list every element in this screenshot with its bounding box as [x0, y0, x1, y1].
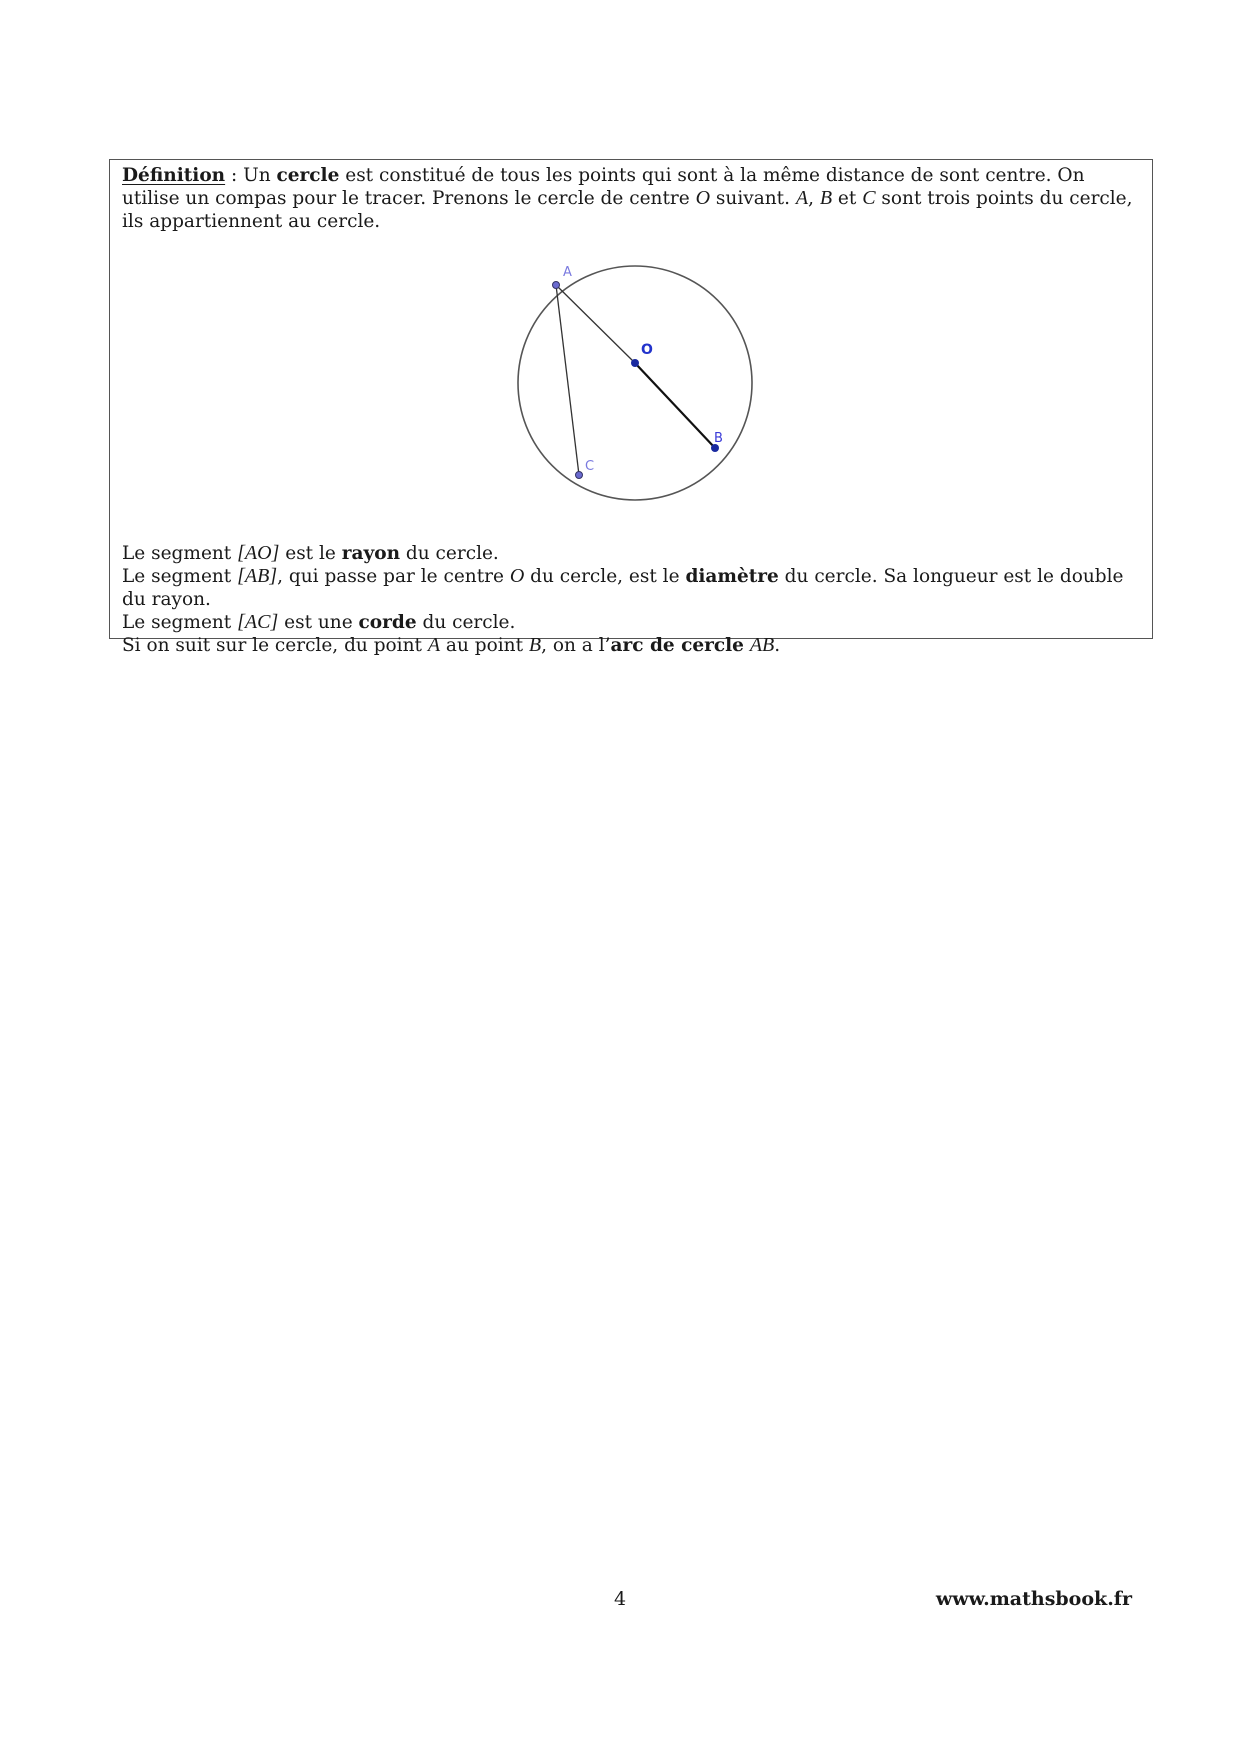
point-o	[631, 359, 639, 367]
text: , qui passe par le centre	[277, 566, 510, 587]
definition-heading: Définition	[122, 165, 226, 186]
text: du cercle.	[416, 612, 516, 633]
text: au point	[440, 635, 529, 656]
line-rayon	[122, 542, 1146, 565]
line-corde	[122, 611, 1146, 634]
text: : Un	[225, 165, 277, 186]
text: Le segment	[122, 566, 238, 587]
text: du cercle. Sa longueur est le double du rayon.	[122, 566, 1124, 610]
text: est le	[279, 543, 342, 564]
text: du cercle, est le	[524, 566, 686, 587]
circle-figure	[500, 253, 770, 503]
text: suivant.	[710, 188, 796, 209]
point-a	[553, 282, 560, 289]
circle	[518, 266, 752, 500]
page-number: 4	[614, 1588, 627, 1610]
text: et	[832, 188, 863, 209]
text: Le segment	[122, 543, 238, 564]
definition-intro	[122, 164, 1146, 233]
term-arc-de-cercle: arc de cercle	[610, 635, 744, 656]
math: B	[528, 634, 542, 656]
term-rayon: rayon	[341, 543, 401, 564]
math: A	[427, 634, 441, 656]
math: O	[695, 187, 711, 209]
text: est constitué de tous les points qui sont à la même distance de sont centre. On utilise un compas pour le tracer. Prenons le cercle de centre	[122, 165, 1085, 209]
term-corde: corde	[358, 612, 417, 633]
math: B	[819, 187, 833, 209]
math: AB	[749, 634, 775, 656]
line-arc	[122, 634, 1146, 657]
text: du cercle.	[400, 543, 499, 564]
radius-ao	[556, 285, 635, 363]
text: Le segment	[122, 612, 238, 633]
math: [AB]	[237, 565, 278, 587]
text: ,	[808, 188, 820, 209]
radius-ob	[635, 363, 715, 448]
definition-box	[109, 159, 1153, 656]
term-cercle: cercle	[276, 165, 340, 186]
label-b: B	[714, 431, 723, 446]
text: est une	[278, 612, 359, 633]
math: C	[862, 187, 876, 209]
math: [AC]	[237, 611, 279, 633]
term-diametre: diamètre	[685, 566, 779, 587]
text: .	[774, 635, 781, 656]
math: [AO]	[237, 542, 280, 564]
math: A	[795, 187, 809, 209]
text: Si on suit sur le cercle, du point	[122, 635, 428, 656]
label-c: C	[585, 459, 595, 474]
chord-ac	[556, 285, 579, 475]
label-o: O	[641, 342, 653, 358]
point-c	[576, 472, 583, 479]
math: O	[509, 565, 525, 587]
line-diametre	[122, 565, 1146, 611]
text: , on a l’	[541, 635, 611, 656]
definition-lines	[122, 542, 1146, 657]
text: sont trois points du cercle, ils appartiennent au cercle.	[122, 188, 1133, 232]
label-a: A	[563, 265, 572, 280]
site-url: www.mathsbook.fr	[935, 1588, 1132, 1610]
